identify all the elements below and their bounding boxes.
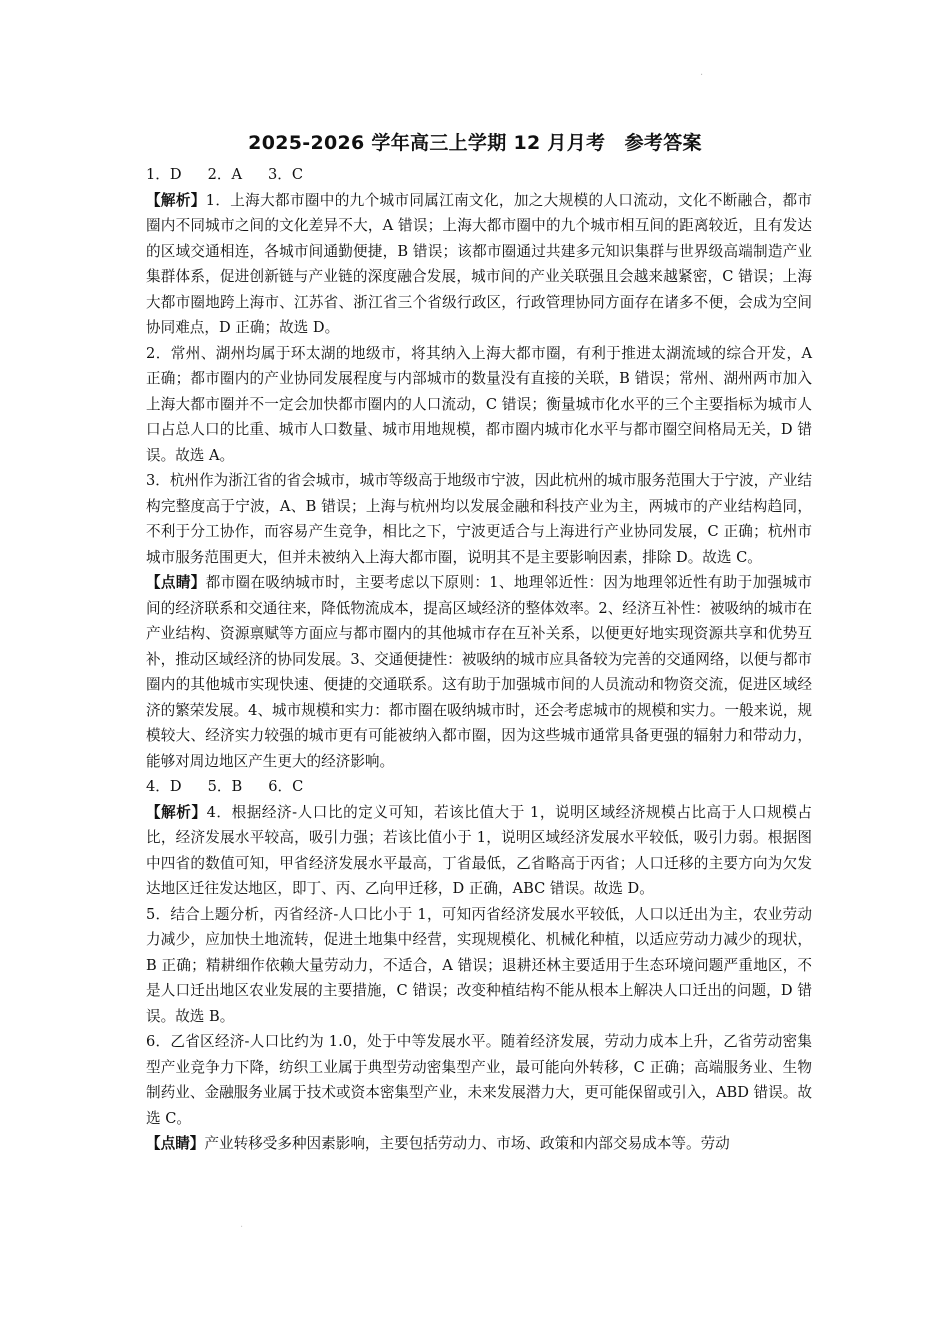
comment-2 <box>146 1131 812 1157</box>
answer-item: 4．D <box>146 778 182 795</box>
analysis-q3: 3．杭州作为浙江省的省会城市，城市等级高于地级市宁波，因此杭州的城市服务范围大于宁波，产业结构完整度高于宁波，A、B 错误；上海与杭州均以发展金融和科技产业为主，两城市的产业结构趋同，不利于分工协作，而容易产生竞争，相比之下，宁波更适合与上海进行产业协同发展，C 正确；杭州市城市服务范围更大，但并未被纳入上海大都市圈，说明其不是主要影响因素，排除 D。故选 C。 <box>146 472 813 566</box>
analysis-q6: 6．乙省区经济-人口比约为 1.0，处于中等发展水平。随着经济发展，劳动力成本上升，乙省劳动密集型产业竞争力下降，纺织工业属于典型劳动密集型产业，最可能向外转移，C 正确；高端服务业、生物制药业、金融服务业属于技术或资本密集型产业，未来发展潜力大，更可能保留或引入，ABD 错误。故选 C。 <box>146 1033 812 1127</box>
analysis-text: 1．上海大都市圈中的九个城市同属江南文化，加之大规模的人口流动，文化不断融合，都市圈内不同城市之间的文化差异不大，A 错误；上海大都市圈中的九个城市相互间的距离较近，且有发达的区域交通相连，各城市间通勤便捷，B 错误；该都市圈通过共建多元知识集群与世界级高端制造产业集群体系，促进创新链与产业链的深度融合发展，城市间的产业关联强且会越来越紧密，C 错误；上海大都市圈地跨上海市、江苏省、浙江省三个省级行政区，行政管理协同方面存在诸多不便，会成为空间协同难点，D 正确；故选 D。 <box>146 191 812 336</box>
analysis-text: 4．根据经济-人口比的定义可知，若该比值大于 1，说明区域经济规模占比高于人口规模占比，经济发展水平较高，吸引力强；若该比值小于 1，说明区域经济发展水平较低，吸引力弱。根据图中四省的数值可知，甲省经济发展水平最高，丁省最低，乙省略高于丙省；人口迁移的主要方向为欠发达地区迁往发达地区，即丁、丙、乙向甲迁移，D 正确，ABC 错误。故选 D。 <box>146 803 812 897</box>
answer-item: 1．D <box>146 166 182 183</box>
comment-tag: 【点睛】 <box>146 1135 205 1152</box>
answer-item: 5．B <box>207 778 243 795</box>
answer-line-1 <box>146 162 812 188</box>
scan-dot: · <box>240 1222 244 1233</box>
comment-tag: 【点睛】 <box>146 574 206 591</box>
analysis-q5: 5．结合上题分析，丙省经济-人口比小于 1，可知丙省经济发展水平较低，人口以迁出为主，农业劳动力减少，应加快土地流转，促进土地集中经营，实现规模化、机械化种植，以适应劳动力减少的现状，B 正确；精耕细作依赖大量劳动力，不适合，A 错误；退耕还林主要适用于生态环境问题严重地区，不是人口迁出地区农业发展的主要措施，C 错误；改变种植结构不能从根本上解决人口迁出的问题，D 错误。故选 B。 <box>146 905 812 1025</box>
analysis-q4 <box>146 800 812 902</box>
answer-content <box>146 162 812 1157</box>
answer-item: 3．C <box>268 166 304 183</box>
answer-item: 2．A <box>207 166 243 183</box>
page-title: 2025-2026 学年高三上学期 12 月月考 参考答案 <box>248 132 702 154</box>
analysis-tag: 【解析】 <box>146 803 207 821</box>
analysis-q1 <box>146 188 812 341</box>
answer-item: 6．C <box>268 778 304 795</box>
comment-text: 都市圈在吸纳城市时，主要考虑以下原则：1、地理邻近性：因为地理邻近性有助于加强城市间的经济联系和交通往来，降低物流成本，提高区域经济的整体效率。2、经济互补性：被吸纳的城市在产业结构、资源禀赋等方面应与都市圈内的其他城市存在互补关系，以便更好地实现资源共享和优势互补，推动区域经济的协同发展。3、交通便捷性：被吸纳的城市应具备较为完善的交通网络，以便与都市圈内的其他城市实现快速、便捷的交通联系。这有助于加强城市间的人员流动和物资交流，促进区域经济的繁荣发展。4、城市规模和实力：都市圈在吸纳城市时，还会考虑城市的规模和实力。一般来说，规模较大、经济实力较强的城市更有可能被纳入都市圈，因为这些城市通常具备更强的辐射力和带动力，能够对周边地区产生更大的经济影响。 <box>146 574 813 770</box>
analysis-q2: 2．常州、湖州均属于环太湖的地级市，将其纳入上海大都市圈，有利于推进太湖流域的综合开发，A 正确；都市圈内的产业协同发展程度与内部城市的数量没有直接的关联，B 错误；常州、湖州两市加入上海大都市圈并不一定会加快都市圈内的人口流动，C 错误；衡量城市化水平的三个主要指标为城市人口占总人口的比重、城市人口数量、城市用地规模，都市圈内城市化水平与都市圈空间格局无关，D 错误。故选 A。 <box>146 344 812 464</box>
comment-text: 产业转移受多种因素影响，主要包括劳动力、市场、政策和内部交易成本等。劳动 <box>204 1135 730 1152</box>
scan-dot: · <box>700 70 704 81</box>
comment-1 <box>146 570 812 774</box>
answer-line-2 <box>146 774 812 800</box>
analysis-tag: 【解析】 <box>146 191 206 209</box>
